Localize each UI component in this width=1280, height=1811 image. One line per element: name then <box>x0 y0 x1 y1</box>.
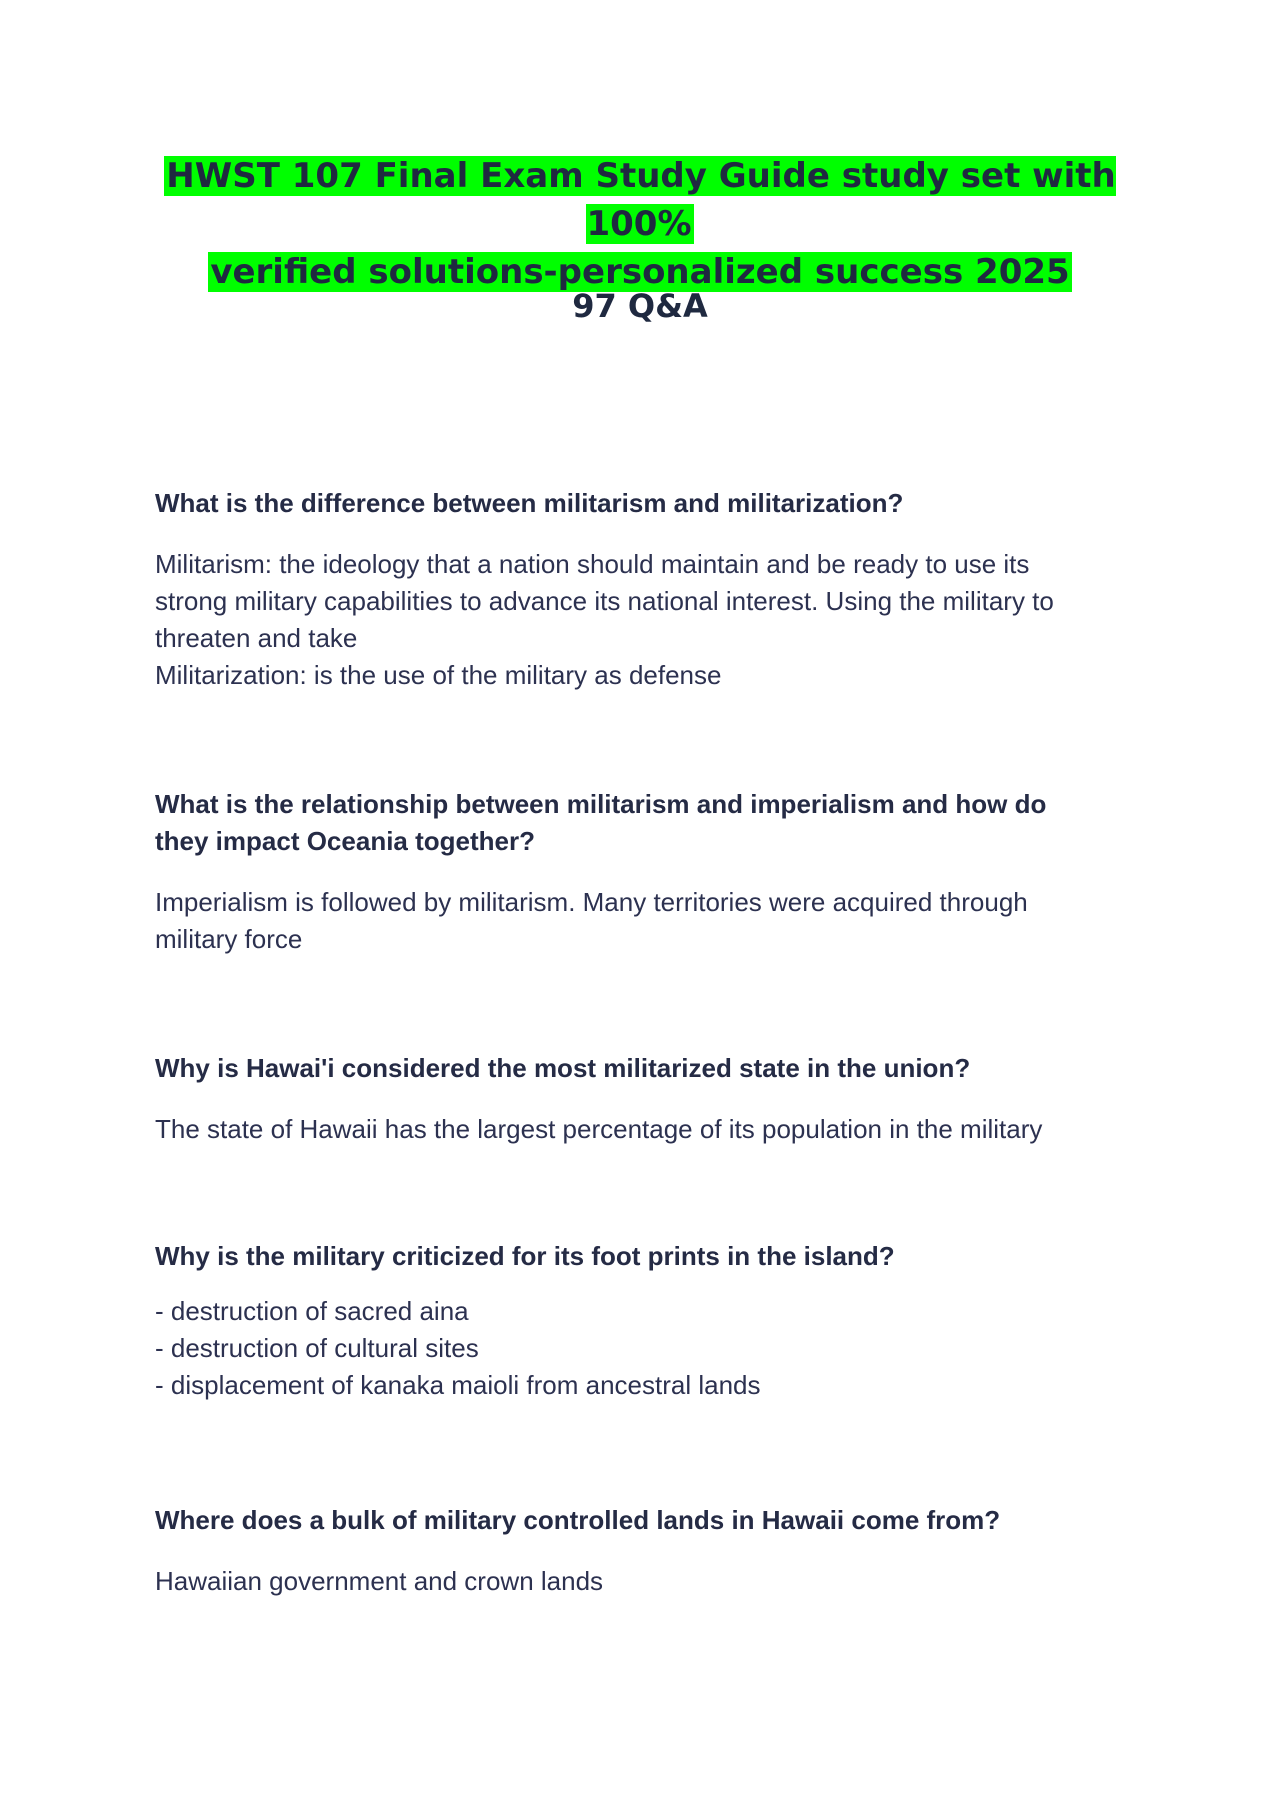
answer-4 <box>155 1293 1135 1404</box>
answer-3-line-1: The state of Hawaii has the largest percentage of its population in the military <box>155 1114 1043 1144</box>
qa-item-4 <box>155 1238 1135 1404</box>
document-title <box>150 152 1130 296</box>
question-2-line-1: What is the relationship between militarism and imperialism and how do <box>155 789 1047 819</box>
qa-count-subtitle: 97 Q&A <box>572 287 708 325</box>
answer-1-line-3: threaten and take <box>155 623 358 653</box>
answer-2-line-2: military force <box>155 924 303 954</box>
qa-item-5 <box>155 1502 1135 1600</box>
answer-3 <box>155 1111 1135 1148</box>
answer-5-line-1: Hawaiian government and crown lands <box>155 1566 604 1596</box>
answer-5 <box>155 1563 1135 1600</box>
question-4: Why is the military criticized for its foot prints in the island? <box>155 1241 895 1271</box>
question-2-line-2: they impact Oceania together? <box>155 826 535 856</box>
question-2 <box>155 786 1135 860</box>
answer-1-line-1: Militarism: the ideology that a nation should maintain and be ready to use its <box>155 549 1030 579</box>
qa-item-2 <box>155 786 1135 958</box>
qa-item-3 <box>155 1050 1135 1148</box>
qa-item-1 <box>155 485 1135 694</box>
answer-1-line-2: strong military capabilities to advance its national interest. Using the military to <box>155 586 1054 616</box>
question-3: Why is Hawai'i considered the most militarized state in the union? <box>155 1053 971 1083</box>
answer-4-line-3: - displacement of kanaka maioli from ancestral lands <box>155 1370 761 1400</box>
question-5: Where does a bulk of military controlled lands in Hawaii come from? <box>155 1505 1001 1535</box>
answer-2-line-1: Imperialism is followed by militarism. Many territories were acquired through <box>155 887 1028 917</box>
answer-1-line-4: Militarization: is the use of the military as defense <box>155 660 722 690</box>
answer-1 <box>155 546 1135 694</box>
answer-4-line-2: - destruction of cultural sites <box>155 1333 479 1363</box>
answer-4-line-1: - destruction of sacred aina <box>155 1296 469 1326</box>
title-line-1: HWST 107 Final Exam Study Guide study set with 100% <box>166 156 1116 244</box>
title-line-2: verified solutions-personalized success 2025 <box>210 252 1070 292</box>
answer-2 <box>155 884 1135 958</box>
question-1: What is the difference between militarism and militarization? <box>155 488 904 518</box>
